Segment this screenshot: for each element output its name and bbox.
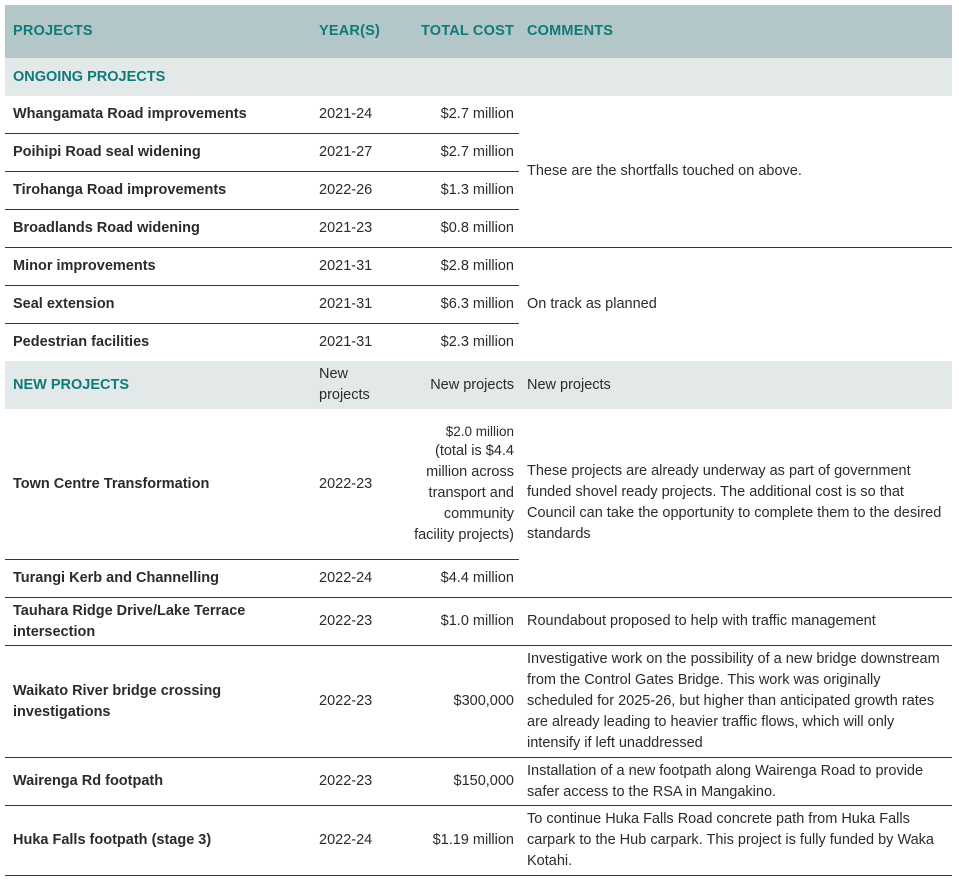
- project-cost: [397, 409, 519, 560]
- project-cost: $300,000: [397, 646, 519, 758]
- project-comment: Investigative work on the possibility of a new bridge downstream from the Control Gates Bridge. This work was originally scheduled for 2025-26, but higher than anticipated growth rates are already leading to heavier traffic flows, which will only intensify if left unaddressed: [519, 646, 952, 758]
- project-comment: These are the shortfalls touched on above.: [519, 96, 952, 248]
- project-cost: $0.8 million: [397, 210, 519, 248]
- project-name: Turangi Kerb and Channelling: [5, 560, 311, 598]
- section-label: ONGOING PROJECTS: [5, 58, 952, 96]
- project-name: Huka Falls footpath (stage 3): [5, 806, 311, 876]
- project-years: 2022-24: [311, 560, 397, 598]
- table-header-row: [5, 5, 952, 58]
- project-name: Wairenga Rd footpath: [5, 758, 311, 806]
- project-cost: $4.4 million: [397, 560, 519, 598]
- header-comments: COMMENTS: [519, 5, 952, 58]
- project-cost: $2.7 million: [397, 96, 519, 134]
- project-name: Minor improvements: [5, 248, 311, 286]
- table-row: [5, 598, 952, 646]
- project-years: 2021-23: [311, 210, 397, 248]
- project-name: Waikato River bridge crossing investigations: [5, 646, 311, 758]
- header-total-cost: TOTAL COST: [397, 5, 519, 58]
- project-cost: $1.3 million: [397, 172, 519, 210]
- projects-table: [5, 5, 952, 876]
- project-name: Tirohanga Road improvements: [5, 172, 311, 210]
- project-name: Town Centre Transformation: [13, 475, 210, 492]
- project-cost: $6.3 million: [397, 286, 519, 324]
- table-row: [5, 758, 952, 806]
- project-years: 2022-23: [319, 475, 373, 492]
- project-years: 2021-31: [311, 286, 397, 324]
- table-row: [5, 646, 952, 758]
- project-name: Tauhara Ridge Drive/Lake Terrace intersection: [5, 598, 311, 646]
- project-years: 2021-31: [319, 334, 373, 350]
- section-new-projects: [5, 361, 952, 409]
- table-row: [5, 409, 952, 560]
- table-row: [5, 96, 952, 134]
- project-years: 2022-23: [311, 598, 397, 646]
- project-name: Seal extension: [5, 286, 311, 324]
- project-cost-value: $2.0 million: [445, 424, 514, 439]
- section-label: NEW PROJECTS: [5, 361, 311, 409]
- project-years: 2022-26: [311, 172, 397, 210]
- project-cost: $150,000: [397, 758, 519, 806]
- project-comment: These projects are already underway as part of government funded shovel ready projects. The additional cost is so that Council can take the opportunity to complete them to the desired standards: [519, 409, 952, 598]
- table-row: [5, 806, 952, 876]
- section-comment: New projects: [519, 361, 952, 409]
- header-projects: PROJECTS: [5, 5, 311, 58]
- table-row: [5, 248, 952, 286]
- header-years: YEAR(S): [311, 5, 397, 58]
- section-cost: New projects: [397, 361, 519, 409]
- project-cost: $2.7 million: [397, 134, 519, 172]
- project-comment: Roundabout proposed to help with traffic management: [519, 598, 952, 646]
- project-name: Whangamata Road improvements: [5, 96, 311, 134]
- project-years: 2021-27: [311, 134, 397, 172]
- project-years: 2022-24: [311, 806, 397, 876]
- project-years: 2022-23: [311, 758, 397, 806]
- project-cost: $2.3 million: [440, 334, 514, 350]
- project-name: Poihipi Road seal widening: [5, 134, 311, 172]
- project-years: 2021-31: [311, 248, 397, 286]
- project-cost-note: (total is $4.4 million across transport and community facility projects): [414, 443, 514, 543]
- project-comment: To continue Huka Falls Road concrete path from Huka Falls carpark to the Hub carpark. This project is fully funded by Waka Kotahi.: [519, 806, 952, 876]
- project-name: Broadlands Road widening: [5, 210, 311, 248]
- project-years: 2021-24: [311, 96, 397, 134]
- project-cost: $1.0 million: [397, 598, 519, 646]
- project-name: Pedestrian facilities: [13, 334, 150, 350]
- project-cost: $2.8 million: [397, 248, 519, 286]
- project-comment: On track as planned: [527, 296, 657, 312]
- project-years: 2022-23: [311, 646, 397, 758]
- section-years: New projects: [311, 361, 397, 409]
- project-cost: $1.19 million: [397, 806, 519, 876]
- project-comment: Installation of a new footpath along Wairenga Road to provide safer access to the RSA in Mangakino.: [519, 758, 952, 806]
- section-ongoing-projects: [5, 58, 952, 96]
